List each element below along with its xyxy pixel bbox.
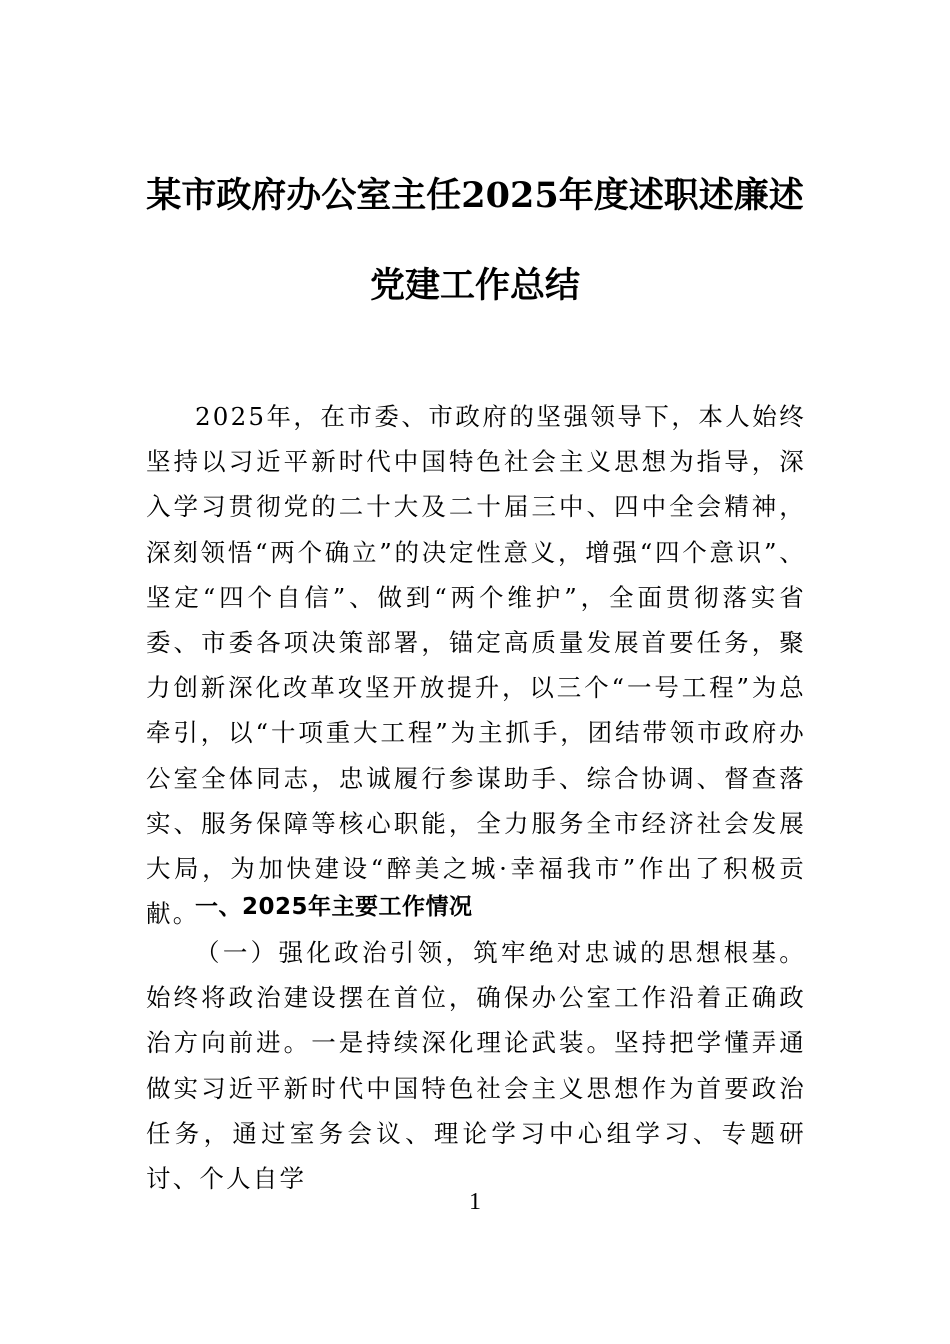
document-title-line-2: 党建工作总结 bbox=[369, 265, 580, 306]
intro-paragraph: 2025年，在市委、市政府的坚强领导下，本人始终坚持以习近平新时代中国特色社会主义思想为指导，深入学习贯彻党的二十大及二十届三中、四中全会精神，深刻领悟“两个确立”的决定性意义，增强“四个意识”、坚定“四个自信”、做到“两个维护”，全面贯彻落实省委、市委各项决策部署，锚定高质量发展首要任务，聚力创新深化改革攻坚开放提升，以三个“一号工程”为总牵引，以“十项重大工程”为主抓手，团结带领市政府办公室全体同志，忠诚履行参谋助手、综合协调、督查落实、服务保障等核心职能，全力服务全市经济社会发展大局，为加快建设“醉美之城·幸福我市”作出了积极贡献。 bbox=[146, 402, 806, 929]
section-1-paragraph-1 bbox=[146, 930, 806, 1201]
subsection-body-1: 始终将政治建设摆在首位，确保办公室工作沿着正确政治方向前进。一是持续深化理论武装。坚持把学懂弄通做实习近平新时代中国特色社会主义思想作为首要政治任务，通过室务会议、理论学习中心组学习、专题研讨、个人自学 bbox=[146, 983, 806, 1194]
document-title-line-1: 某市政府办公室主任2025年度述职述廉述 bbox=[146, 175, 804, 216]
subsection-lead-1: （一）强化政治引领，筑牢绝对忠诚的思想根基。 bbox=[195, 938, 806, 967]
page-number: 1 bbox=[469, 1189, 481, 1215]
section-heading-1: 一、2025年主要工作情况 bbox=[195, 894, 473, 920]
